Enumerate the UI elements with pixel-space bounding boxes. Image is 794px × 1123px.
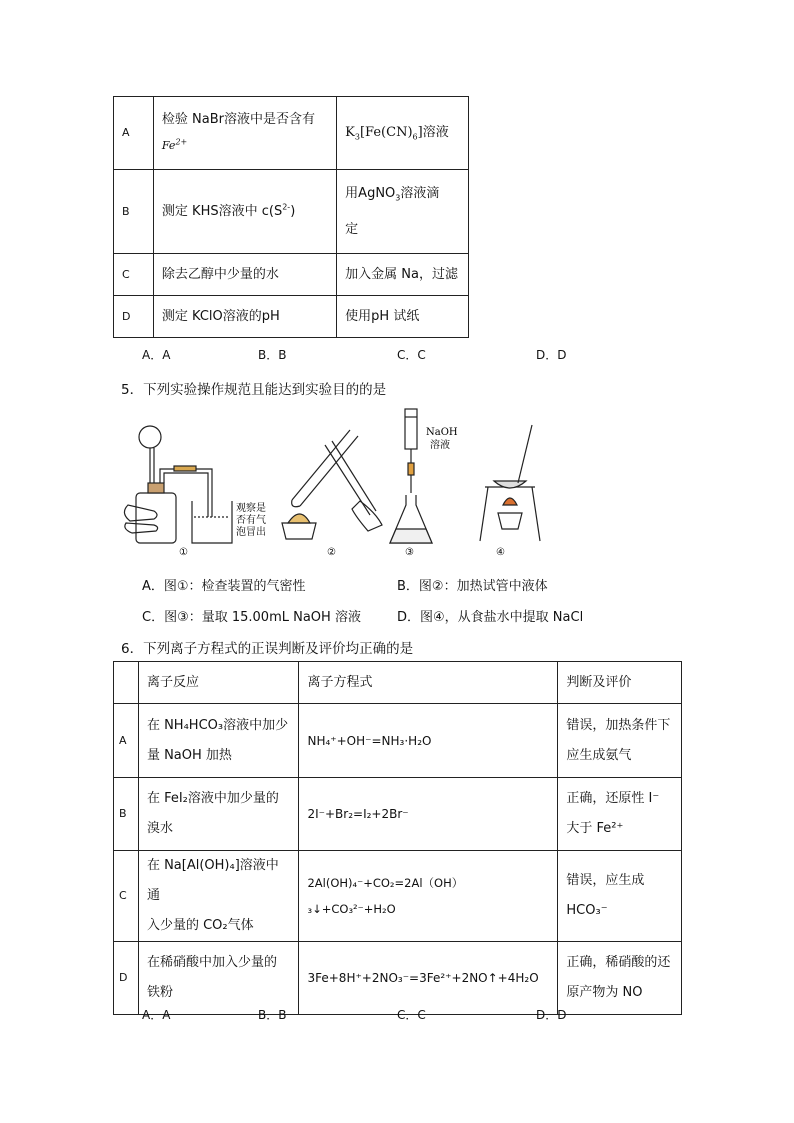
fig1-note-2: 否有气 [236,515,266,526]
fig4-apparatus [480,425,540,541]
q5-option-b[interactable]: B．图②：加热试管中液体 [397,579,548,594]
q6-option-b[interactable]: B．B [258,1008,287,1022]
q4-row-d-letter: D [114,296,154,338]
q4-row-a-letter: A [114,97,154,170]
q6-row-c-equation: 2Al(OH)₄⁻+CO₂=2Al（OH）₃↓+CO₃²⁻+H₂O [299,851,558,942]
q4-option-d[interactable]: D．D [536,348,567,362]
fig2-apparatus [282,430,382,539]
fig1-note-3: 泡冒出 [236,527,266,538]
q4-option-a[interactable]: A．A [142,348,171,362]
q4-row-d-purpose: 测定 KClO溶液的pH [153,296,336,338]
q4-option-c[interactable]: C．C [397,348,426,362]
q6-row-a-evaluation: 错误，加热条件下 应生成氨气 [558,704,682,778]
q6-row-a-equation: NH₄⁺+OH⁻=NH₃·H₂O [299,704,558,778]
fig1-apparatus [124,426,232,543]
q5-option-a[interactable]: A．图①：检查装置的气密性 [142,579,306,594]
q4-row-c-method: 加入金属 Na，过滤 [337,254,469,296]
q6-table [113,661,682,1015]
q6-row-b-reaction: 在 FeI₂溶液中加少量的 溴水 [138,778,299,851]
q5-figures [120,405,560,560]
q6-row-b-letter: B [114,778,139,851]
fig3-naoh-2: 溶液 [430,440,450,451]
q6-header-equation: 离子方程式 [299,662,558,704]
q6-row-b-evaluation: 正确，还原性 I⁻ 大于 Fe²⁺ [558,778,682,851]
q4-row-c-letter: C [114,254,154,296]
q4-row-b-method: 用AgNO$_3$溶液滴 定 [337,170,469,254]
q6-row-c-evaluation: 错误，应生成 HCO₃⁻ [558,851,682,942]
fig4-label: ④ [496,547,505,558]
q6-row-a-letter: A [114,704,139,778]
q4-option-b[interactable]: B．B [258,348,287,362]
q5-option-d[interactable]: D．图④，从食盐水中提取 NaCl [397,610,584,625]
q6-row-a-reaction: 在 NH₄HCO₃溶液中加少 量 NaOH 加热 [138,704,299,778]
q6-row-c-letter: C [114,851,139,942]
q4-row-a-method: $K_3[Fe(CN)_6]$溶液 [337,97,469,170]
q5-title: 5．下列实验操作规范且能达到实验目的的是 [121,382,387,398]
q4-table [113,96,469,338]
q4-row-b-letter: B [114,170,154,254]
q6-title: 6．下列离子方程式的正误判断及评价均正确的是 [121,641,414,657]
q6-row-d-reaction: 在稀硝酸中加入少量的 铁粉 [138,942,299,1015]
fig1-label: ① [179,547,188,558]
q4-row-b-purpose: 测定 KHS溶液中 $c(S^{2-})$ [153,170,336,254]
q6-row-b-equation: 2I⁻+Br₂=I₂+2Br⁻ [299,778,558,851]
q6-option-d[interactable]: D．D [536,1008,567,1022]
q6-header-blank [114,662,139,704]
fig3-label: ③ [405,547,414,558]
q4-row-c-purpose: 除去乙醇中少量的水 [153,254,336,296]
q4-row-a-purpose: 检验 NaBr溶液中是否含有 $Fe^{2+}$ [153,97,336,170]
fig2-label: ② [327,547,336,558]
fig1-note-1: 观察是 [236,503,266,514]
q5-option-c[interactable]: C．图③：量取 15.00mL NaOH 溶液 [142,610,361,625]
q6-row-c-reaction: 在 Na[Al(OH)₄]溶液中通 入少量的 CO₂气体 [138,851,299,942]
q6-row-d-equation: 3Fe+8H⁺+2NO₃⁻=3Fe²⁺+2NO↑+4H₂O [299,942,558,1015]
q6-option-a[interactable]: A．A [142,1008,171,1022]
q6-header-reaction: 离子反应 [138,662,299,704]
q6-row-d-letter: D [114,942,139,1015]
q4-row-d-method: 使用pH 试纸 [337,296,469,338]
q6-header-evaluation: 判断及评价 [558,662,682,704]
q6-option-c[interactable]: C．C [397,1008,426,1022]
q6-row-d-evaluation: 正确，稀硝酸的还 原产物为 NO [558,942,682,1015]
fig3-naoh-1: NaOH [426,427,458,438]
